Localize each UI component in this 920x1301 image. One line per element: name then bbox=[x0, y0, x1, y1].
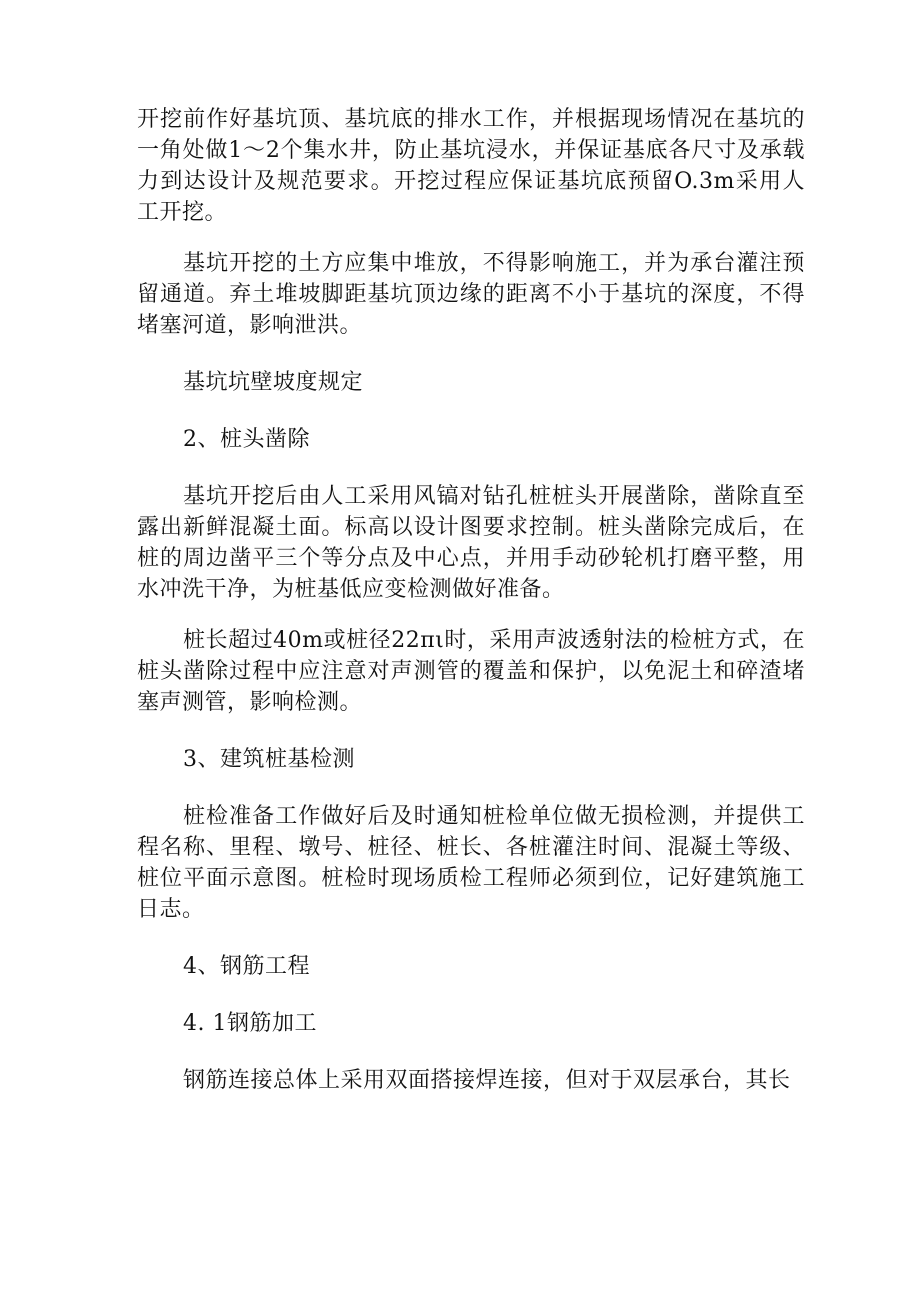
paragraph-slope-rules: 基坑坑壁坡度规定 bbox=[183, 370, 364, 395]
paragraph-excavation-drainage: 开挖前作好基坑顶、基坑底的排水工作，并根据现场情况在基坑的一角处做1～2个集水井，防止基坑浸水，并保证基底各尺寸及承载力到达设计及规范要求。开挖过程应保证基坑底预留O.3m采用人工开挖。 bbox=[137, 107, 805, 225]
heading-pile-testing: 3、建筑桩基检测 bbox=[183, 747, 355, 772]
paragraph-spoil-stacking: 基坑开挖的土方应集中堆放，不得影响施工，并为承台灌注预留通道。弃土堆坡脚距基坑顶边缘的距离不小于基坑的深度，不得堵塞河道，影响泄洪。 bbox=[137, 251, 805, 338]
heading-rebar-works: 4、钢筋工程 bbox=[183, 954, 310, 979]
paragraph-sonic-testing: 桩长超过40m或桩径22πι时，采用声波透射法的检桩方式，在桩头凿除过程中应注意对声测管的覆盖和保护，以免泥土和碎渣堵塞声测管，影响检测。 bbox=[137, 628, 805, 715]
heading-rebar-processing: 4. 1钢筋加工 bbox=[183, 1011, 317, 1036]
heading-pile-head-removal: 2、桩头凿除 bbox=[183, 427, 310, 452]
paragraph-rebar-connection: 钢筋连接总体上采用双面搭接焊连接，但对于双层承台，其长 bbox=[183, 1068, 791, 1093]
document-page bbox=[137, 104, 805, 1096]
paragraph-pile-testing: 桩检准备工作做好后及时通知桩检单位做无损检测，并提供工程名称、里程、墩号、桩径、桩长、各桩灌注时间、混凝土等级、桩位平面示意图。桩检时现场质检工程师必须到位，记好建筑施工日志。 bbox=[137, 804, 805, 922]
paragraph-pile-head-removal: 基坑开挖后由人工采用风镐对钻孔桩桩头开展凿除，凿除直至露出新鲜混凝土面。标高以设计图要求控制。桩头凿除完成后，在桩的周边凿平三个等分点及中心点，并用手动砂轮机打磨平整，用水冲洗干净，为桩基低应变检测做好准备。 bbox=[137, 484, 805, 602]
